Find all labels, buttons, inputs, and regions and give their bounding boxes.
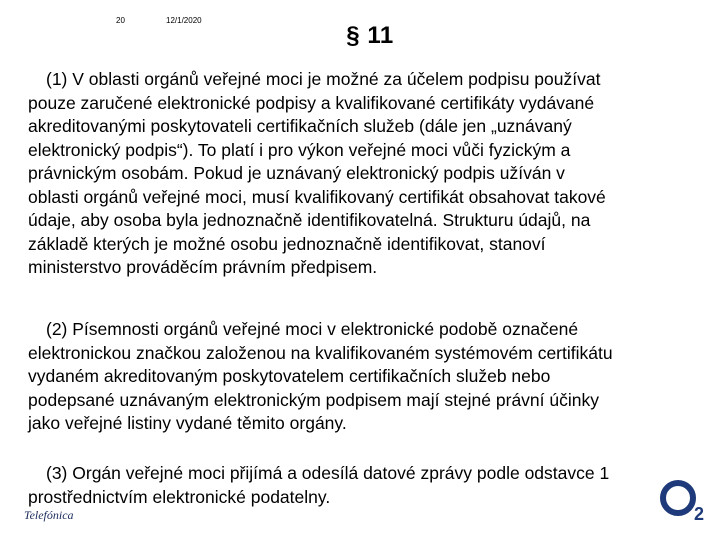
section-title	[0, 22, 720, 50]
paragraph-line: právnickým osobám. Pokud je uznávaný elektronický podpis užíván v	[28, 163, 565, 183]
telefonica-logo	[24, 508, 74, 523]
paragraph-line: (2) Písemnosti orgánů veřejné moci v elektronické podobě označené	[46, 319, 579, 339]
paragraph-line: elektronický podpis“). To platí i pro výkon veřejné moci vůči fyzickým a	[28, 139, 571, 160]
slide-number: 20	[116, 16, 125, 25]
paragraph-line: (3) Orgán veřejné moci přijímá a odesílá datové zprávy podle odstavce 1	[46, 463, 610, 483]
paragraph-line: údaje, aby osoba byla jednoznačně identifikovatelná. Strukturu údajů, na	[28, 210, 591, 230]
paragraph-line: elektronickou značkou založenou na kvalifikovaném systémovém certifikátu	[28, 342, 613, 363]
paragraph-line: ministerstvo prováděcím právním předpisem.	[28, 257, 378, 277]
paragraph-line: základě kterých je možné osobu jednoznačně identifikovat, stanoví	[28, 233, 546, 254]
slide-date: 12/1/2020	[166, 16, 202, 25]
paragraph-line: akreditovanými poskytovateli certifikačních služeb (dále jen „uznávaný	[28, 116, 572, 136]
o2-logo-ring	[663, 483, 693, 513]
paragraph-line: oblasti orgánů veřejné moci, musí kvalifikovaný certifikát obsahovat takové	[28, 186, 606, 207]
paragraph-line: podepsané uznávaným elektronickým podpisem mají stejné právní účinky	[28, 389, 599, 410]
paragraph-line: pouze zaručené elektronické podpisy a kvalifikované certifikáty vydávané	[28, 92, 595, 113]
section-title-text: § 11	[346, 22, 394, 49]
paragraph-line: jako veřejné listiny vydané těmito orgány.	[28, 413, 347, 433]
telefonica-logo-text: Telefónica	[24, 508, 74, 522]
o2-logo-digit: 2	[694, 504, 705, 524]
paragraph-line: prostřednictvím elektronické podatelny.	[28, 486, 331, 507]
paragraph-1	[28, 68, 700, 280]
paragraph-line: (1) V oblasti orgánů veřejné moci je možné za účelem podpisu používat	[46, 69, 601, 89]
paragraph-2	[28, 318, 700, 436]
paragraph-3	[28, 462, 700, 509]
paragraph-line: vydaném akreditovaným poskytovatelem certifikačních služeb nebo	[28, 366, 551, 386]
o2-logo	[658, 478, 718, 524]
